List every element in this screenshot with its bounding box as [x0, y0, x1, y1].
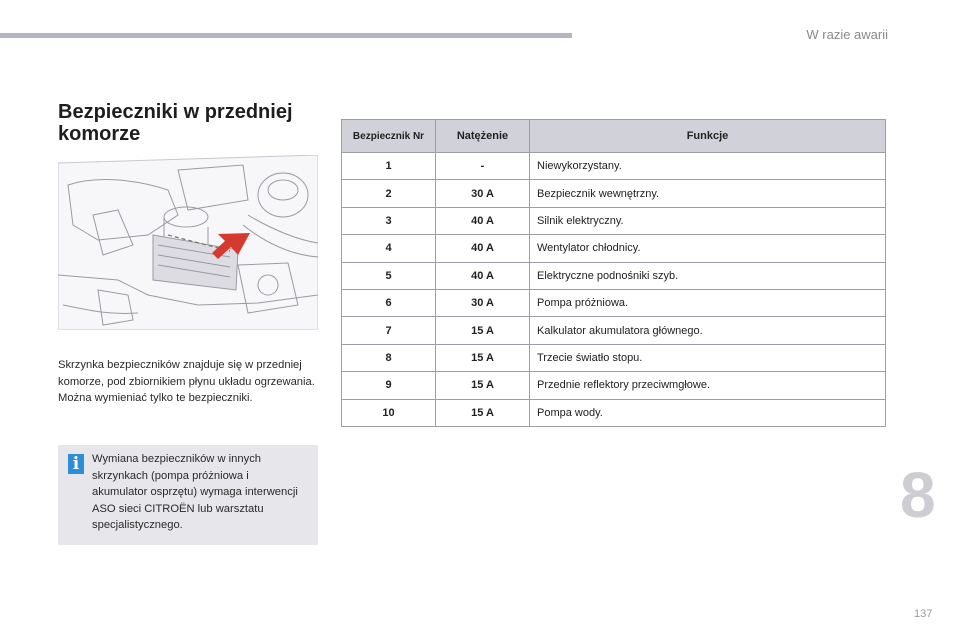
table-row: [342, 153, 886, 180]
fuse-number: 6: [342, 289, 436, 316]
fuse-amperage: -: [436, 153, 530, 180]
table-row: [342, 262, 886, 289]
fuse-number: 1: [342, 153, 436, 180]
fuse-number: 7: [342, 317, 436, 344]
fuse-number: 2: [342, 180, 436, 207]
heading-line-1: Bezpieczniki w przedniej: [58, 101, 293, 123]
header-function: Funkcje: [530, 120, 886, 153]
fuse-number: 10: [342, 399, 436, 426]
header-fuse-number: Bezpiecznik Nr: [342, 120, 436, 153]
fuse-amperage: 15 A: [436, 372, 530, 399]
top-divider-bar: [0, 33, 572, 38]
fuse-number: 5: [342, 262, 436, 289]
page-number: 137: [914, 608, 933, 620]
location-description: Skrzynka bezpieczników znajduje się w przedniej komorze, pod zbiornikiem płynu układu ogrzewania. Można wymieniać tylko te bezpieczniki.: [58, 359, 315, 404]
fuse-function: Kalkulator akumulatora głównego.: [530, 317, 886, 344]
fuse-function: Silnik elektryczny.: [530, 207, 886, 234]
fuse-function: Przednie reflektory przeciwmgłowe.: [530, 372, 886, 399]
fuse-amperage: 40 A: [436, 262, 530, 289]
fuse-function: Trzecie światło stopu.: [530, 344, 886, 371]
table-header-row: [342, 120, 886, 153]
fuse-amperage: 15 A: [436, 399, 530, 426]
info-box: [58, 445, 318, 545]
info-icon: i: [68, 454, 84, 474]
info-text: Wymiana bezpieczników w innych skrzynkach (pompa próżniowa i akumulator osprzętu) wymaga interwencji ASO sieci CITROËN lub warsztatu specjalistycznego.: [92, 453, 298, 531]
fuse-table: [341, 119, 886, 427]
fuse-function: Wentylator chłodnicy.: [530, 235, 886, 262]
page-heading: [58, 101, 293, 145]
fuse-function: Pompa próżniowa.: [530, 289, 886, 316]
table-row: [342, 372, 886, 399]
chapter-number: 8: [900, 459, 936, 531]
table-row: [342, 317, 886, 344]
heading-line-2: komorze: [58, 123, 141, 145]
fuse-amperage: 40 A: [436, 207, 530, 234]
fuse-function: Niewykorzystany.: [530, 153, 886, 180]
table-row: [342, 289, 886, 316]
fuse-number: 3: [342, 207, 436, 234]
fuse-amperage: 15 A: [436, 317, 530, 344]
section-title: W razie awarii: [806, 27, 888, 42]
fuse-function: Pompa wody.: [530, 399, 886, 426]
table-row: [342, 235, 886, 262]
table-row: [342, 180, 886, 207]
header-amperage: Natężenie: [436, 120, 530, 153]
fuse-function: Elektryczne podnośniki szyb.: [530, 262, 886, 289]
table-row: [342, 344, 886, 371]
engine-compartment-illustration: [58, 155, 318, 330]
fuse-amperage: 40 A: [436, 235, 530, 262]
fuse-amperage: 30 A: [436, 180, 530, 207]
fuse-number: 9: [342, 372, 436, 399]
fuse-amperage: 15 A: [436, 344, 530, 371]
table-row: [342, 399, 886, 426]
fuse-amperage: 30 A: [436, 289, 530, 316]
fuse-function: Bezpiecznik wewnętrzny.: [530, 180, 886, 207]
fuse-number: 8: [342, 344, 436, 371]
fuse-number: 4: [342, 235, 436, 262]
table-row: [342, 207, 886, 234]
